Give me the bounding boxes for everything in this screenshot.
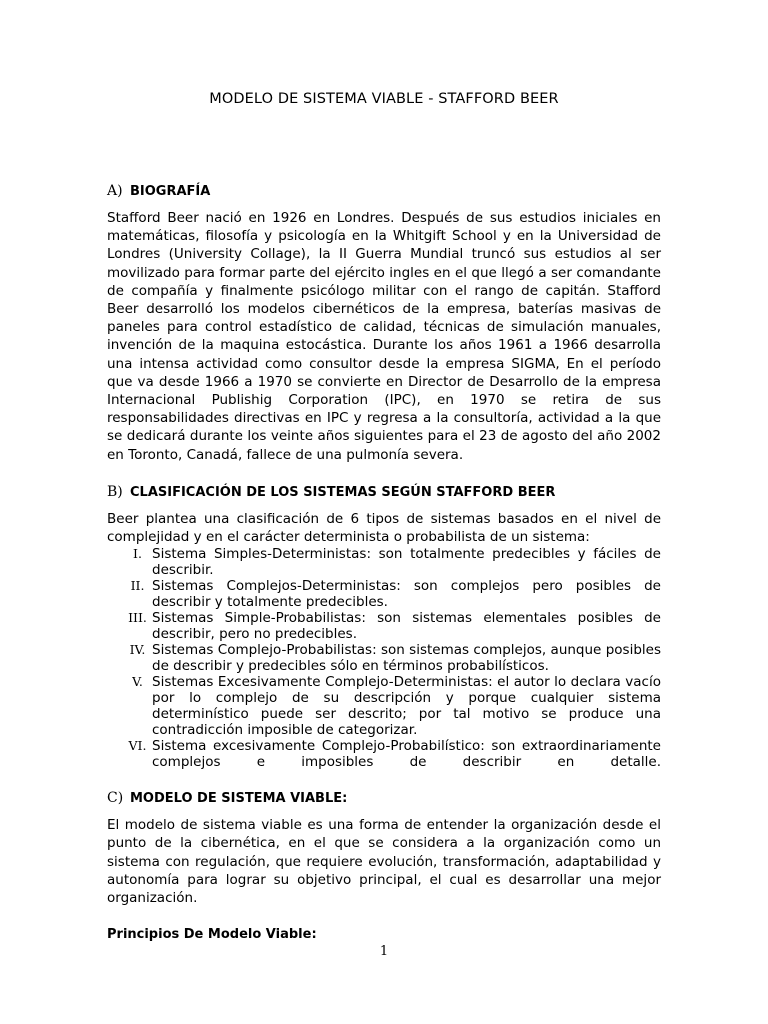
list-item-text: Sistema excesivamente Complejo-Probabilístico: son extraordinariamente complejos e imposibles de describir en detalle. [152, 738, 661, 771]
document-content [107, 183, 661, 942]
list-item-number: IV. [129, 642, 146, 658]
list-item [107, 674, 661, 738]
list-item-number: V. [132, 674, 143, 690]
section-b-letter: B) [107, 483, 123, 500]
document-title: MODELO DE SISTEMA VIABLE - STAFFORD BEER [209, 91, 559, 107]
list-item [107, 738, 661, 770]
list-item-number: II. [130, 578, 145, 594]
principles-subheading: Principios De Modelo Viable: [107, 927, 317, 943]
list-item-text: Sistemas Complejos-Deterministas: son complejos pero posibles de describir y totalmente predecibles. [152, 578, 661, 611]
list-item-number: VI. [128, 738, 147, 754]
page-number: 1 [379, 944, 389, 959]
list-item [107, 642, 661, 674]
section-a-paragraph: Stafford Beer nació en 1926 en Londres. Después de sus estudios iniciales en matemáticas, filosofía y psicología en la Whitgift School y en la Universidad de Londres (University Collage), la II Guerra Mundial truncó sus estudios al ser movilizado para formar parte del ejército ingles en el que llegó a ser comandante de compañía y finalmente psicólogo militar con el rango de capitán. Stafford Beer desarrolló los modelos cibernéticos de la empresa, baterías masivas de paneles para control estadístico de calidad, técnicas de simulación manuales, invención de la maquina estocástica. Durante los años 1961 a 1966 desarrolla una intensa actividad como consultor desde la empresa SIGMA, En el período que va desde 1966 a 1970 se convierte en Director de Desarrollo de la empresa Internacional Publishig Corporation (IPC), en 1970 se retira de sus responsabilidades directivas en IPC y regresa a la consultoría, actividad a la que se dedicará durante los veinte años siguientes para el 23 de agosto del año 2002 en Toronto, Canadá, fallece de una pulmonía severa. [107, 210, 661, 463]
section-c-title: MODELO DE SISTEMA VIABLE: [130, 791, 348, 807]
list-item-text: Sistemas Excesivamente Complejo-Deterministas: el autor lo declara vacío por lo complejo de su descripción y porque cualquier sistema determinístico puede ser descrito; por tal motivo se produce una contradicción imposible de categorizar. [152, 674, 661, 739]
list-item [107, 578, 661, 610]
list-item-number: III. [128, 610, 147, 626]
system-types-list [107, 546, 661, 770]
list-item [107, 610, 661, 642]
list-item-number: I. [133, 546, 142, 562]
section-a-heading [107, 183, 661, 199]
section-b-title: CLASIFICACIÓN DE LOS SISTEMAS SEGÚN STAFFORD BEER [130, 484, 556, 500]
section-a-title: BIOGRAFÍA [130, 184, 211, 199]
section-b-paragraph: Beer plantea una clasificación de 6 tipos de sistemas basados en el nivel de complejidad y en el carácter determinista o probabilista de un sistema: [107, 510, 661, 546]
list-item [107, 546, 661, 578]
section-c-letter: C) [107, 790, 124, 807]
section-b-heading [107, 484, 661, 500]
list-item-text: Sistema Simples-Deterministas: son totalmente predecibles y fáciles de describir. [152, 546, 661, 579]
section-c-paragraph: El modelo de sistema viable es una forma de entender la organización desde el punto de la cibernética, en el que se considera a la organización como un sistema con regulación, que requiere evolución, transformación, adaptabilidad y autonomía para lograr su objetivo principal, el cual es desarrollar una mejor organización. [107, 817, 661, 907]
section-c-heading [107, 790, 661, 806]
section-a-letter: A) [107, 183, 123, 199]
list-item-text: Sistemas Complejo-Probabilistas: son sistemas complejos, aunque posibles de describir y predecibles sólo en términos probabilísticos. [152, 642, 661, 675]
list-item-text: Sistemas Simple-Probabilistas: son sistemas elementales posibles de describir, pero no predecibles. [152, 610, 661, 643]
